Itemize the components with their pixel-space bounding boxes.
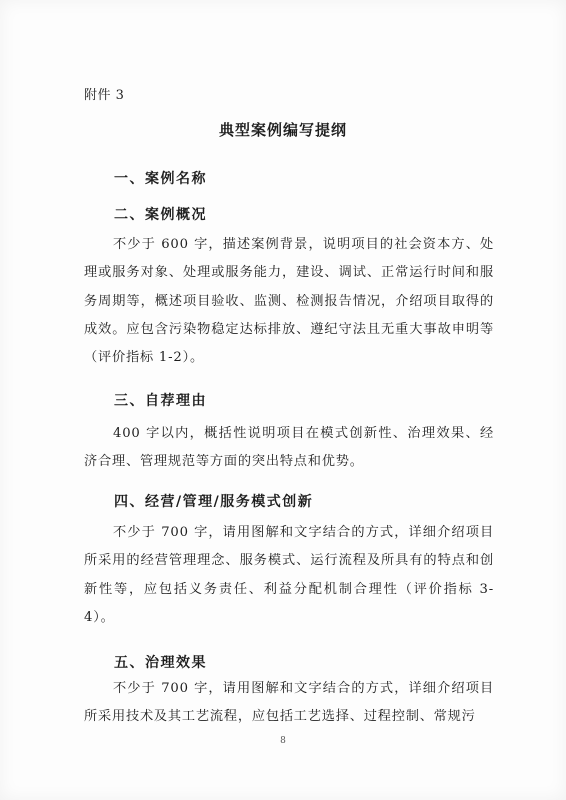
attachment-label: 附件 3 (84, 88, 125, 103)
section-body-treatment-effect: 不少于 700 字，请用图解和文字结合的方式，详细介绍项目所采用技术及其工艺流程，应包括工艺选择、过程控制、常规污 (84, 681, 494, 725)
section-body-case-overview: 不少于 600 字，描述案例背景，说明项目的社会资本方、处理或服务对象、处理或服务能力，建设、调试、正常运行时间和服务周期等，概述项目验收、监测、检测报告情况，介绍项目取得的成效。应包含污染物稳定达标排放、遵纪守法且无重大事故申明等（评价指标 1-2）。 (84, 237, 494, 366)
section-heading-case-overview: 二、案例概况 (114, 207, 207, 223)
page-number: 8 (280, 736, 286, 746)
section-body-model-innovation: 不少于 700 字，请用图解和文字结合的方式，详细介绍项目所采用的经营管理理念、服务模式、运行流程及所具有的特点和创新性等，应包括义务责任、利益分配机制合理性（评价指标 3-4）。 (84, 525, 494, 625)
section-heading-case-name: 一、案例名称 (114, 171, 207, 187)
section-heading-model-innovation: 四、经营/管理/服务模式创新 (114, 494, 314, 510)
document-title: 典型案例编写提纲 (218, 121, 347, 139)
section-body-recommendation-reason: 400 字以内，概括性说明项目在模式创新性、治理效果、经济合理、管理规范等方面的突出特点和优势。 (84, 426, 494, 470)
section-heading-recommendation-reason: 三、自荐理由 (114, 393, 207, 409)
section-heading-treatment-effect: 五、治理效果 (114, 655, 207, 671)
